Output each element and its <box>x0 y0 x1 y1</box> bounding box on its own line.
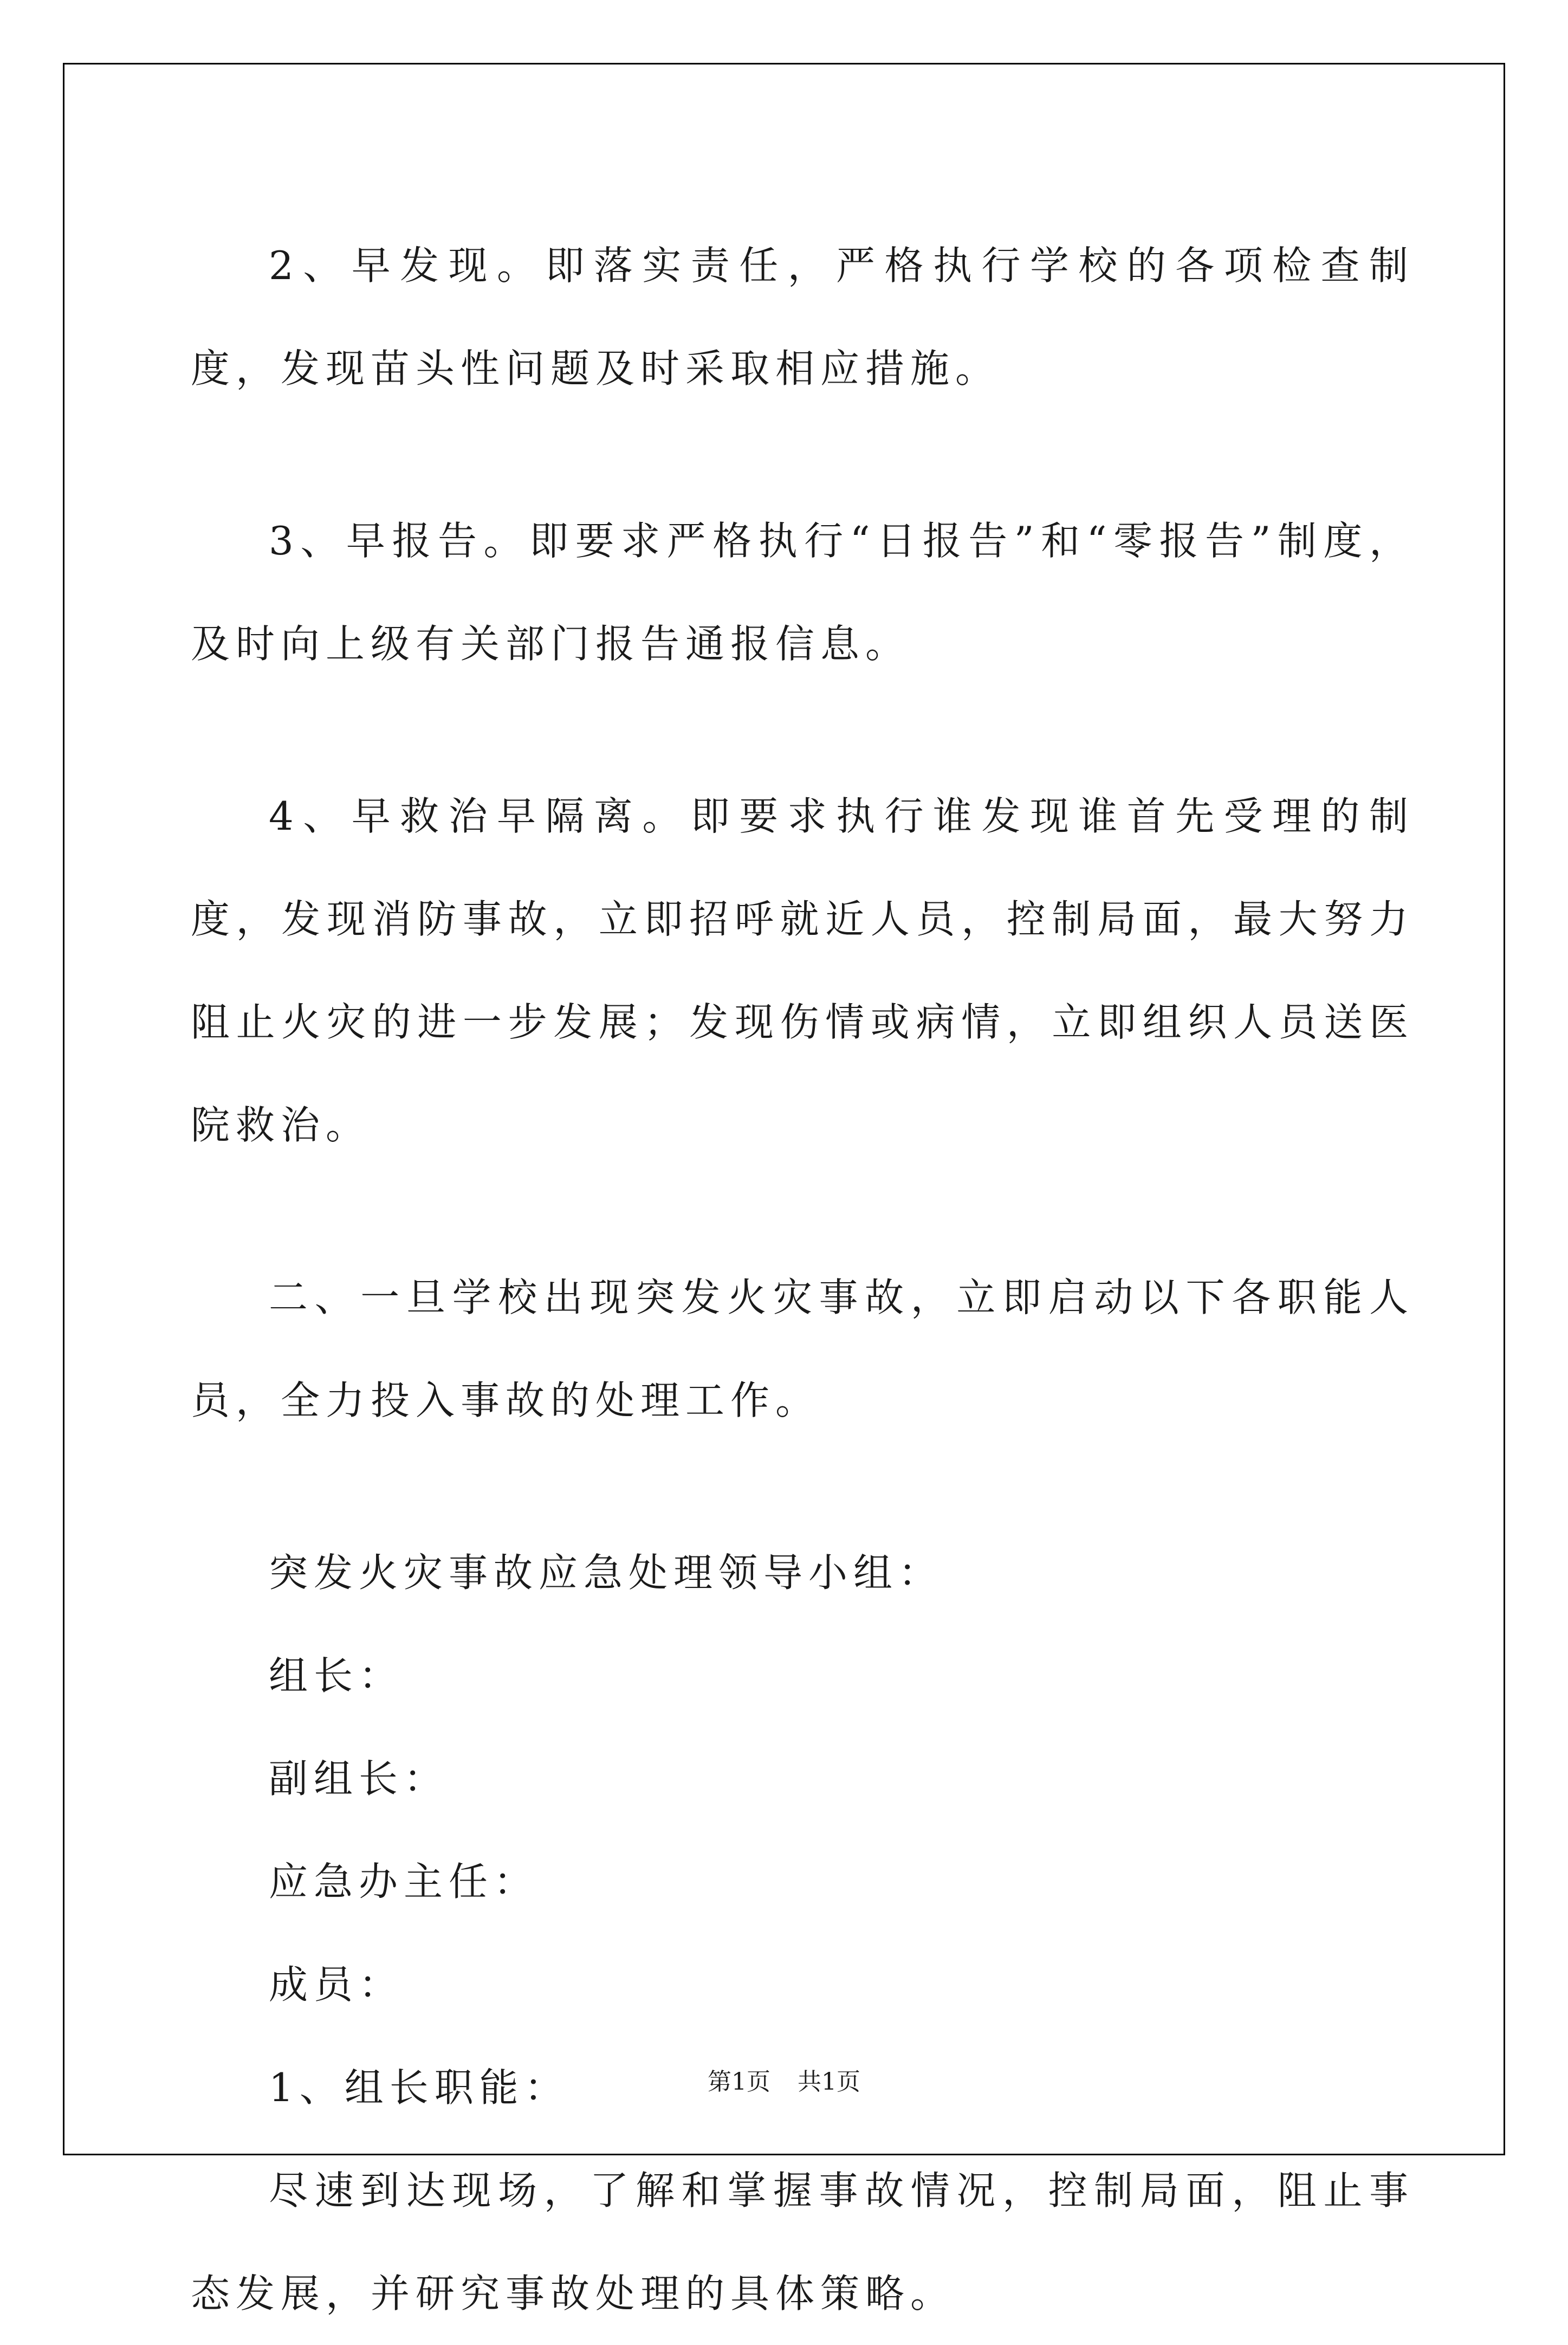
paragraph-office-director: 应急办主任： <box>269 1859 539 1904</box>
page-total: 共1页 <box>798 2068 860 2096</box>
paragraph-early-detection: 2、早发现。即落实责任，严格执行学校的各项检查制度，发现苗头性问题及时采取相应措施。 <box>191 243 1414 391</box>
document-body <box>191 214 1414 2345</box>
paragraph-leader-duties: 尽速到达现场，了解和掌握事故情况，控制局面，阻止事态发展，并研究事故处理的具体策略。 <box>191 2168 1414 2316</box>
page-number: 第1页 <box>708 2068 770 2096</box>
paragraph-deputy-leader: 副组长： <box>269 1756 449 1801</box>
paragraph-leadership-group: 突发火灾事故应急处理领导小组： <box>269 1550 944 1595</box>
page-footer <box>0 2066 1568 2098</box>
paragraph-leader-duties-heading: 1、组长职能： <box>269 2065 569 2110</box>
paragraph-group-leader: 组长： <box>269 1653 404 1698</box>
paragraph-emergency-start: 二、一旦学校出现突发火灾事故，立即启动以下各职能人员，全力投入事故的处理工作。 <box>191 1275 1414 1423</box>
paragraph-early-treatment: 4、早救治早隔离。即要求执行谁发现谁首先受理的制度，发现消防事故，立即招呼就近人员，控制局面，最大努力阻止火灾的进一步发展；发现伤情或病情，立即组织人员送医院救治。 <box>191 793 1414 1148</box>
paragraph-members: 成员： <box>269 1962 404 2007</box>
paragraph-early-report: 3、早报告。即要求严格执行“日报告”和“零报告”制度，及时向上级有关部门报告通报信息。 <box>191 518 1414 667</box>
